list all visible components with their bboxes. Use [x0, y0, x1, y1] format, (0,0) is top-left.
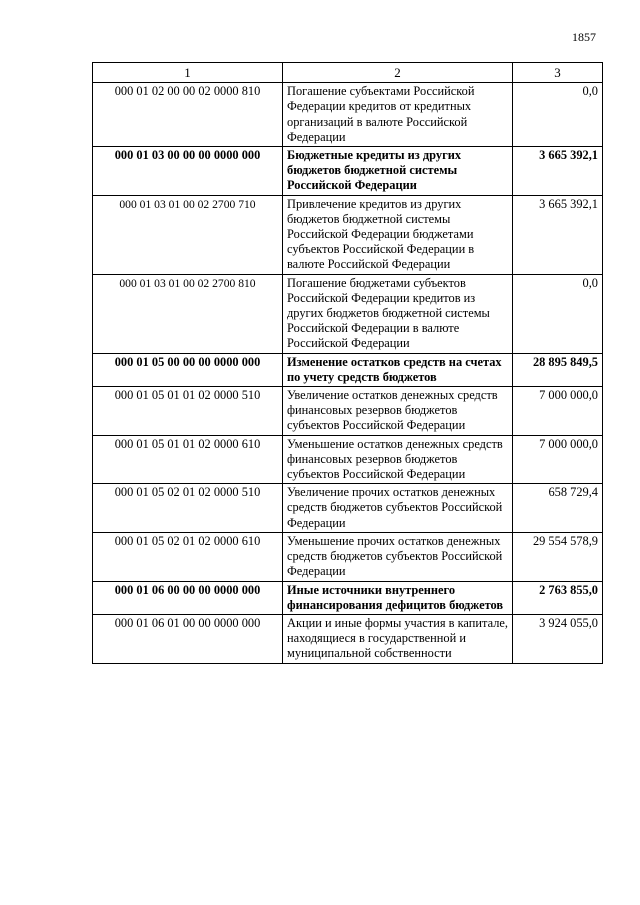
row-code: 000 01 03 01 00 02 2700 810 [93, 274, 283, 353]
row-code: 000 01 06 00 00 00 0000 000 [93, 581, 283, 614]
table-header-row [93, 63, 603, 83]
row-code: 000 01 03 00 00 00 0000 000 [93, 147, 283, 196]
table-row [93, 353, 603, 386]
table-row [93, 435, 603, 484]
row-amount: 0,0 [513, 83, 603, 147]
row-amount: 3 665 392,1 [513, 195, 603, 274]
row-code: 000 01 05 02 01 02 0000 610 [93, 532, 283, 581]
row-name: Изменение остатков средств на счетах по учету средств бюджетов [283, 353, 513, 386]
column-header-2: 2 [283, 63, 513, 83]
row-code: 000 01 05 02 01 02 0000 510 [93, 484, 283, 533]
row-code: 000 01 05 00 00 00 0000 000 [93, 353, 283, 386]
row-name: Увеличение остатков денежных средств финансовых резервов бюджетов субъектов Российской Федерации [283, 387, 513, 436]
table-row [93, 532, 603, 581]
row-name: Акции и иные формы участия в капитале, находящиеся в государственной и муниципальной собственности [283, 614, 513, 663]
page-number: 1857 [572, 30, 596, 44]
table-row [93, 614, 603, 663]
row-code: 000 01 05 01 01 02 0000 510 [93, 387, 283, 436]
row-amount: 29 554 578,9 [513, 532, 603, 581]
row-amount: 658 729,4 [513, 484, 603, 533]
row-amount: 3 924 055,0 [513, 614, 603, 663]
table-row [93, 83, 603, 147]
row-name: Бюджетные кредиты из других бюджетов бюджетной системы Российской Федерации [283, 147, 513, 196]
row-code: 000 01 06 01 00 00 0000 000 [93, 614, 283, 663]
row-name: Увеличение прочих остатков денежных средств бюджетов субъектов Российской Федерации [283, 484, 513, 533]
table-row [93, 581, 603, 614]
row-name: Погашение бюджетами субъектов Российской Федерации кредитов из других бюджетов бюджетной системы Российской Федерации в валюте Российской Федерации [283, 274, 513, 353]
table-row [93, 484, 603, 533]
table-row [93, 195, 603, 274]
table-row [93, 147, 603, 196]
row-code: 000 01 03 01 00 02 2700 710 [93, 195, 283, 274]
table-row [93, 274, 603, 353]
row-amount: 7 000 000,0 [513, 387, 603, 436]
row-name: Погашение субъектами Российской Федерации кредитов от кредитных организаций в валюте Российской Федерации [283, 83, 513, 147]
row-code: 000 01 02 00 00 02 0000 810 [93, 83, 283, 147]
table-row [93, 387, 603, 436]
row-name: Иные источники внутреннего финансирования дефицитов бюджетов [283, 581, 513, 614]
row-amount: 2 763 855,0 [513, 581, 603, 614]
row-code: 000 01 05 01 01 02 0000 610 [93, 435, 283, 484]
row-name: Привлечение кредитов из других бюджетов бюджетной системы Российской Федерации бюджетами субъектов Российской Федерации в валюте Российской Федерации [283, 195, 513, 274]
row-amount: 0,0 [513, 274, 603, 353]
row-amount: 28 895 849,5 [513, 353, 603, 386]
column-header-3: 3 [513, 63, 603, 83]
row-name: Уменьшение остатков денежных средств финансовых резервов бюджетов субъектов Российской Федерации [283, 435, 513, 484]
budget-sources-table [92, 62, 603, 664]
row-amount: 3 665 392,1 [513, 147, 603, 196]
column-header-1: 1 [93, 63, 283, 83]
row-name: Уменьшение прочих остатков денежных средств бюджетов субъектов Российской Федерации [283, 532, 513, 581]
row-amount: 7 000 000,0 [513, 435, 603, 484]
